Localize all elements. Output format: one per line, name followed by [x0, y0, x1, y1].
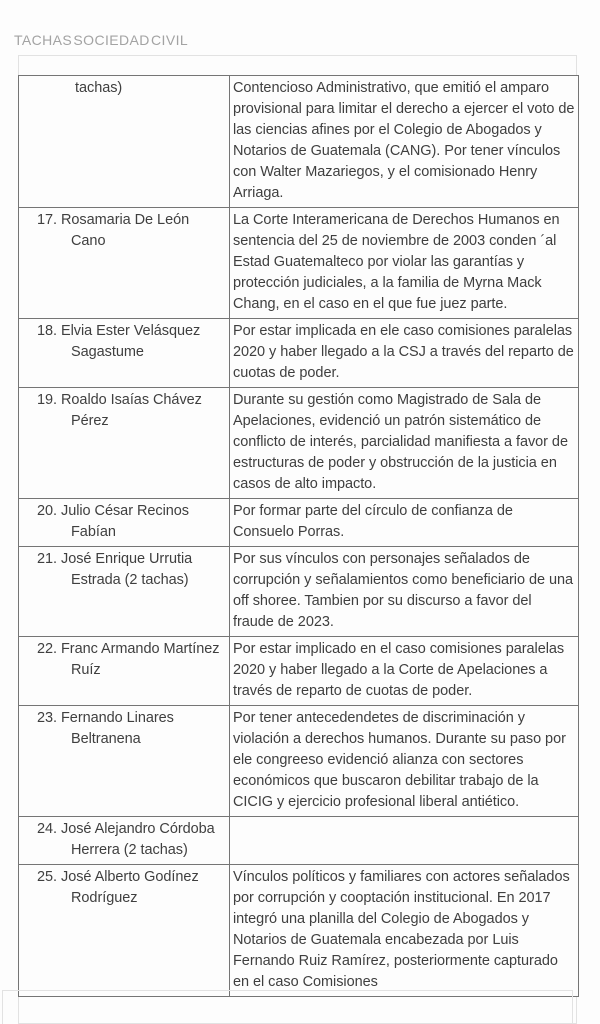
- item-name: [19, 321, 227, 363]
- item-name-text: José Alejandro Córdoba Herrera (2 tachas): [61, 821, 215, 858]
- item-number: 19.: [37, 392, 61, 408]
- tachas-table: [18, 75, 579, 997]
- table-row: [19, 706, 579, 817]
- item-name: [19, 210, 227, 252]
- description-cell: [230, 76, 579, 208]
- item-number: 20.: [37, 503, 61, 519]
- item-name: [19, 819, 227, 861]
- table-row: [19, 208, 579, 319]
- item-number: 25.: [37, 869, 61, 885]
- table-row: [19, 499, 579, 547]
- description-cell: [230, 499, 579, 547]
- item-description: Por estar implicada en ele caso comisiones paralelas 2020 y haber llegado a la CSJ a través del reparto de cuotas de poder.: [233, 323, 574, 381]
- item-name: [19, 390, 227, 432]
- item-name: [19, 708, 227, 750]
- name-cell: [19, 547, 230, 637]
- item-name: [19, 501, 227, 543]
- item-name-text: Julio César Recinos Fabían: [61, 503, 189, 540]
- item-name-text: José Enrique Urrutia Estrada (2 tachas): [61, 551, 193, 588]
- page-title: TACHAS SOCIEDAD CIVIL: [14, 32, 189, 48]
- item-number: 23.: [37, 710, 61, 726]
- item-number: 17.: [37, 212, 61, 228]
- item-description: Durante su gestión como Magistrado de Sala de Apelaciones, evidenció un patrón sistemático de conflicto de interés, parcialidad manifiesta a favor de estructuras de poder y obstrucción de la justicia en casos de alto impacto.: [233, 392, 568, 492]
- name-cell: [19, 499, 230, 547]
- item-description: Por sus vínculos con personajes señalados de corrupción y señalamientos como beneficiario de una off shoree. Tambien por su discurso a favor del fraude de 2023.: [233, 551, 574, 630]
- item-name-text: Elvia Ester Velásquez Sagastume: [61, 323, 201, 360]
- item-name-text: Fernando Linares Beltranena: [61, 710, 174, 747]
- item-name: [19, 549, 227, 591]
- table-row: [19, 76, 579, 208]
- item-number: 22.: [37, 641, 61, 657]
- description-cell: [230, 865, 579, 997]
- description-cell: [230, 388, 579, 499]
- description-cell: [230, 208, 579, 319]
- table-row: [19, 817, 579, 865]
- name-cell: [19, 706, 230, 817]
- name-cell: [19, 76, 230, 208]
- item-number: 24.: [37, 821, 61, 837]
- item-name-text: Rosamaria De León Cano: [61, 212, 190, 249]
- table-row: [19, 865, 579, 997]
- item-name-text: José Alberto Godínez Rodríguez: [61, 869, 199, 906]
- item-number: 21.: [37, 551, 61, 567]
- name-cell: [19, 865, 230, 997]
- table-row: [19, 319, 579, 388]
- item-name-text: Franc Armando Martínez Ruíz: [61, 641, 220, 678]
- item-name-text: tachas): [75, 80, 123, 96]
- item-description: Por estar implicado en el caso comisiones paralelas 2020 y haber llegado a la Corte de Apelaciones a través de reparto de cuotas de poder.: [233, 641, 565, 699]
- item-description: Por tener antecedendetes de discriminación y violación a derechos humanos. Durante su paso por ele congreeso evidenció alianza con sectores económicos que buscaron debilitar trabajo de la CICIG y ejercicio profesional liberal antiético.: [233, 710, 566, 810]
- item-description: Vínculos políticos y familiares con actores señalados por corrupción y cooptación institucional. En 2017 integró una planilla del Colegio de Abogados y Notarios de Guatemala encabezada por Luis Fernando Ruiz Ramírez, posteriormente capturado en el caso Comisiones: [233, 869, 570, 990]
- name-cell: [19, 208, 230, 319]
- description-cell: [230, 706, 579, 817]
- table-row: [19, 388, 579, 499]
- name-cell: [19, 319, 230, 388]
- item-name: [19, 867, 227, 909]
- item-name: [19, 78, 227, 99]
- description-cell: [230, 817, 579, 865]
- description-cell: [230, 547, 579, 637]
- item-description: La Corte Interamericana de Derechos Humanos en sentencia del 25 de noviembre de 2003 conden ´al Estad Guatemalteco por violar las garantías y protección judiciales, a la familia de Myrna Mack Chang, en el caso en el que fue juez parte.: [233, 212, 560, 312]
- name-cell: [19, 817, 230, 865]
- next-page-edge: [2, 990, 573, 1024]
- item-description: Contencioso Administrativo, que emitió el amparo provisional para limitar el derecho a ejercer el voto de las ciencias afines por el Colegio de Abogados y Notarios de Guatemala (CANG). Por tener vínculos con Walter Mazariegos, y el comisionado Henry Arriaga.: [233, 80, 575, 201]
- item-name-text: Roaldo Isaías Chávez Pérez: [61, 392, 202, 429]
- name-cell: [19, 637, 230, 706]
- name-cell: [19, 388, 230, 499]
- description-cell: [230, 637, 579, 706]
- description-cell: [230, 319, 579, 388]
- item-name: [19, 639, 227, 681]
- item-number: 18.: [37, 323, 61, 339]
- table-row: [19, 547, 579, 637]
- table-row: [19, 637, 579, 706]
- item-description: Por formar parte del círculo de confianza de Consuelo Porras.: [233, 503, 513, 540]
